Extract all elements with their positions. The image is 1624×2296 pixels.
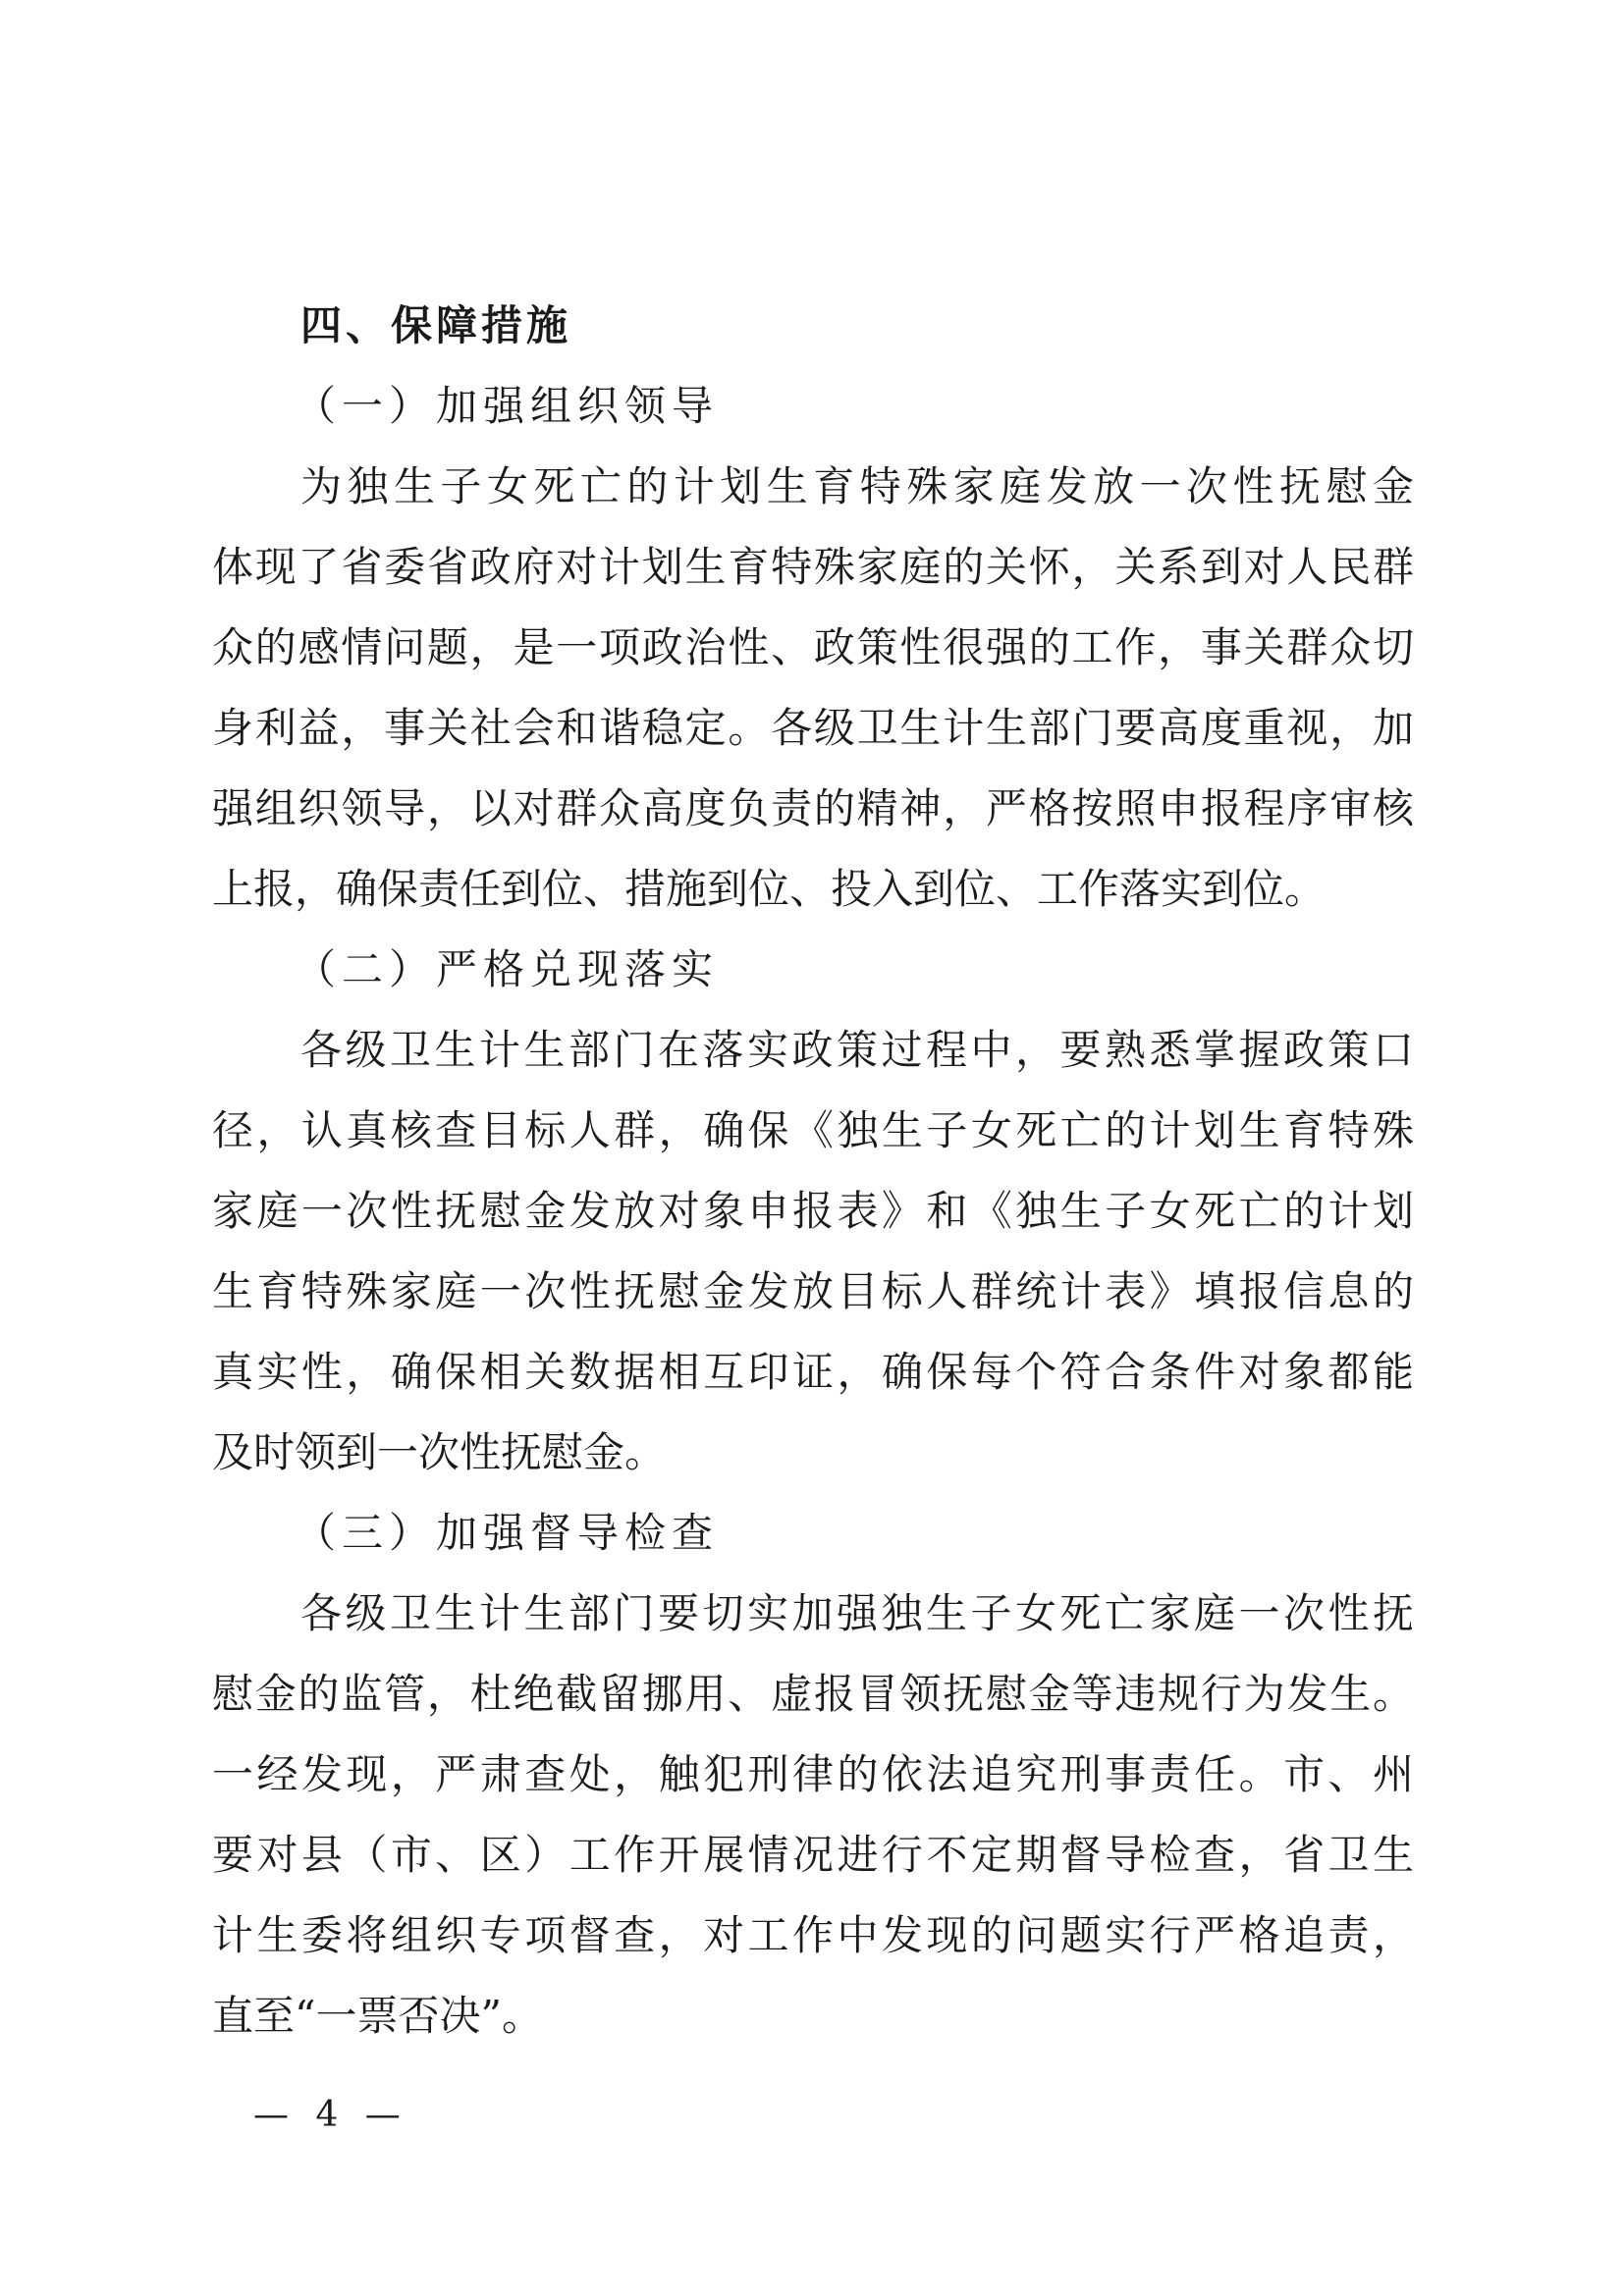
- paragraph-line: 真实性，确保相关数据相互印证，确保每个符合条件对象都能: [212, 1348, 1414, 1396]
- paragraph-line: 各级卫生计生部门要切实加强独生子女死亡家庭一次性抚: [300, 1589, 1414, 1637]
- paragraph-line: 直至“一票否决”。: [212, 1992, 543, 2040]
- subsection-title-3: （三）加强督导检查: [295, 1509, 720, 1557]
- paragraph-line: 各级卫生计生部门在落实政策过程中，要熟悉掌握政策口: [300, 1026, 1414, 1074]
- paragraph-line: 众的感情问题，是一项政治性、政策性很强的工作，事关群众切: [212, 623, 1414, 671]
- paragraph-line: 上报，确保责任到位、措施到位、投入到位、工作落实到位。: [212, 865, 1326, 913]
- paragraph-line: 慰金的监管，杜绝截留挪用、虚报冒领抚慰金等违规行为发生。: [212, 1670, 1414, 1718]
- page-number: — 4 —: [253, 2095, 408, 2135]
- paragraph-line: 为独生子女死亡的计划生育特殊家庭发放一次性抚慰金: [300, 462, 1414, 510]
- subsection-title-2: （二）严格兑现落实: [295, 945, 720, 993]
- paragraph-line: 及时领到一次性抚慰金。: [212, 1428, 667, 1476]
- paragraph-line: 强组织领导，以对群众高度负责的精神，严格按照申报程序审核: [212, 784, 1414, 832]
- paragraph-line: 一经发现，严肃查处，触犯刑律的依法追究刑事责任。市、州: [212, 1750, 1414, 1798]
- paragraph-line: 身利益，事关社会和谐稳定。各级卫生计生部门要高度重视，加: [212, 704, 1414, 752]
- paragraph-line: 径，认真核查目标人群，确保《独生子女死亡的计划生育特殊: [212, 1106, 1414, 1154]
- paragraph-line: 计生委将组织专项督查，对工作中发现的问题实行严格追责，: [212, 1911, 1414, 1959]
- paragraph-line: 体现了省委省政府对计划生育特殊家庭的关怀，关系到对人民群: [212, 543, 1414, 591]
- subsection-title-1: （一）加强组织领导: [295, 382, 720, 430]
- paragraph-line: 要对县（市、区）工作开展情况进行不定期督导检查，省卫生: [212, 1831, 1414, 1879]
- paragraph-line: 家庭一次性抚慰金发放对象申报表》和《独生子女死亡的计划: [212, 1187, 1414, 1235]
- section-heading: 四、保障措施: [300, 301, 572, 349]
- paragraph-line: 生育特殊家庭一次性抚慰金发放目标人群统计表》填报信息的: [212, 1267, 1414, 1315]
